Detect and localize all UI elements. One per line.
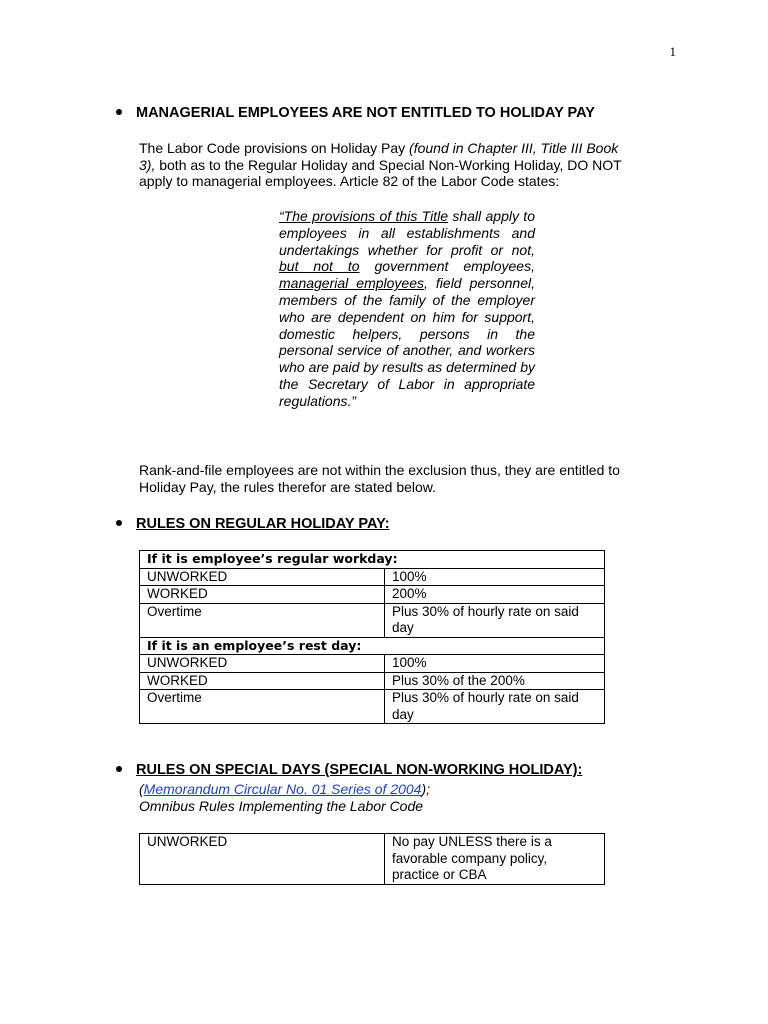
section-heading-regular-holiday xyxy=(116,516,390,532)
row-value: 100% xyxy=(385,655,605,673)
table-row xyxy=(140,690,605,724)
bullet-icon xyxy=(116,766,122,772)
table-row xyxy=(140,603,605,637)
regular-holiday-table xyxy=(139,550,605,724)
special-days-reference xyxy=(139,781,679,814)
table-group-title: If it is employee’s regular workday: xyxy=(140,551,605,569)
intro-text: The Labor Code provisions on Holiday Pay xyxy=(139,140,410,156)
bullet-icon xyxy=(116,109,122,115)
after-text-2: Holiday Pay, the rules therefor are stated below. xyxy=(139,478,437,495)
table-row xyxy=(140,655,605,673)
heading-text: RULES ON SPECIAL DAYS (SPECIAL NON-WORKING HOLIDAY): xyxy=(136,762,583,778)
section-heading-special-days xyxy=(116,762,582,778)
row-label: UNWORKED xyxy=(140,655,385,673)
heading-text: RULES ON REGULAR HOLIDAY PAY: xyxy=(136,516,390,532)
row-label: UNWORKED xyxy=(140,834,385,885)
row-value: Plus 30% of the 200% xyxy=(385,672,605,690)
ref-open: ( xyxy=(139,781,144,797)
table-row xyxy=(140,586,605,604)
row-label: UNWORKED xyxy=(140,568,385,586)
bullet-icon xyxy=(116,520,122,526)
row-value: 100% xyxy=(385,568,605,586)
intro-italic-2: 3), xyxy=(139,156,156,173)
row-label: WORKED xyxy=(140,586,385,604)
special-days-table xyxy=(139,833,605,885)
row-value: Plus 30% of hourly rate on said day xyxy=(385,690,605,724)
heading-text: MANAGERIAL EMPLOYEES ARE NOT ENTITLED TO HOLIDAY PAY xyxy=(136,105,595,121)
quote-part: but not to xyxy=(279,258,360,275)
table-row xyxy=(140,568,605,586)
quote-part: “The provisions of this Title xyxy=(279,208,448,224)
row-label: Overtime xyxy=(140,603,385,637)
table-group-title: If it is an employee’s rest day: xyxy=(140,637,605,655)
quote-part: shall apply to employees in all establishments and undertakings whether for profit or not, xyxy=(279,208,535,258)
memorandum-circular-link[interactable]: Memorandum Circular No. 01 Series of 2004 xyxy=(143,781,422,797)
intro-text-3: apply to managerial employees. Article 82 of the Labor Code states: xyxy=(139,173,560,189)
row-value: No pay UNLESS there is a favorable company policy, practice or CBA xyxy=(385,834,605,885)
intro-paragraph xyxy=(139,140,679,190)
intro-text-2: both as to the Regular Holiday and Special Non-Working Holiday, DO NOT xyxy=(155,156,622,173)
page-number: 1 xyxy=(669,44,676,59)
table-row xyxy=(140,672,605,690)
quote-part: government employees, xyxy=(359,258,535,275)
row-label: WORKED xyxy=(140,672,385,690)
row-label: Overtime xyxy=(140,690,385,724)
quote-part: managerial employees xyxy=(279,275,424,292)
after-text-1: Rank-and-file employees are not within the exclusion thus, they are entitled to xyxy=(139,462,620,478)
row-value: Plus 30% of hourly rate on said day xyxy=(385,603,605,637)
omnibus-rules-subtitle: Omnibus Rules Implementing the Labor Code xyxy=(139,797,424,814)
quote-part: , field personnel, members of the family of the employer who are dependent on him for support, domestic helpers, persons in the personal service of another, and workers who are paid by results as determined by the Secretary of Labor in appropriate regulations.” xyxy=(279,275,536,409)
ref-close: ); xyxy=(421,781,431,797)
rank-and-file-paragraph xyxy=(139,462,679,495)
row-value: 200% xyxy=(385,586,605,604)
section-heading-managerial xyxy=(116,105,595,121)
article-82-quote xyxy=(279,208,535,410)
intro-italic: (found in Chapter III, Title III Book xyxy=(409,140,619,156)
table-row xyxy=(140,834,605,885)
